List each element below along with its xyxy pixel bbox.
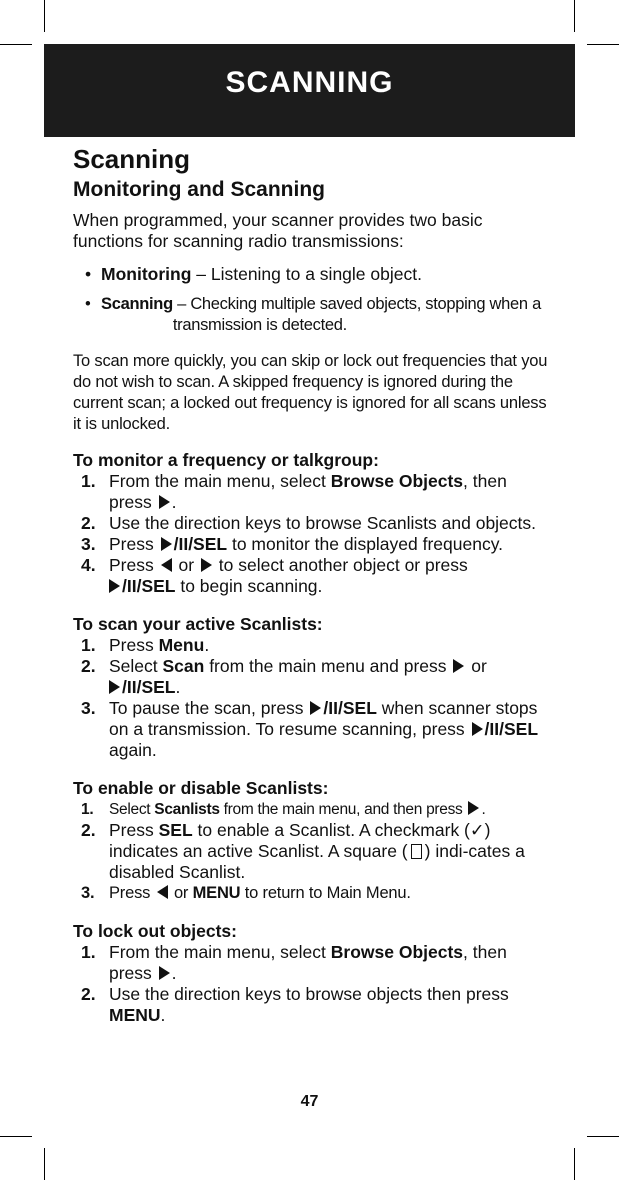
lock-section-title: To lock out objects: [73,921,237,941]
monitor-section-title: To monitor a frequency or talkgroup: [73,450,379,470]
section-subtitle: Monitoring and Scanning [73,178,325,201]
crop-mark [0,1136,32,1137]
right-arrow-icon [161,537,172,551]
crop-mark [574,0,575,32]
left-arrow-icon [161,558,172,572]
list-item: 2. Press SEL to enable a Scanlist. A checkmark (✓) indicates an active Scanlist. A square ( ) indi-cates a disabled Scanlist. [81,820,525,882]
list-item: 1. From the main menu, select Browse Objects, then press . [81,471,507,512]
crop-mark [574,1148,575,1180]
right-arrow-icon [109,579,120,593]
page-title: Scanning [73,144,191,174]
chapter-header [44,44,575,137]
right-arrow-icon [472,722,483,736]
list-item: 3. Press /II/SEL to monitor the displayed frequency. [81,534,504,554]
crop-mark [587,44,619,45]
list-item: 2. Use the direction keys to browse Scanlists and objects. [81,513,537,533]
lock-steps [73,942,553,1026]
list-item: • Scanning – Checking multiple saved objects, stopping when a transmission is detected. [85,295,546,334]
list-item: 1. From the main menu, select Browse Objects, then press . [81,942,507,983]
skip-lockout-paragraph: To scan more quickly, you can skip or lock out frequencies that you do not wish to scan. A skipped frequency is ignored during the current scan; a locked out frequency is ignored for all scans unless it is unlocked. [73,352,548,433]
enable-steps [73,799,553,904]
right-arrow-icon [453,659,464,673]
function-list [73,264,553,336]
right-arrow-icon [109,680,120,694]
monitor-steps [73,471,553,597]
right-arrow-icon [159,495,170,509]
right-arrow-icon [159,966,170,980]
page-number: 47 [300,1093,319,1110]
list-item: 3. To pause the scan, press /II/SEL when scanner stops on a transmission. To resume scanning, press /II/SEL again. [81,698,539,760]
square-icon [411,844,422,859]
right-arrow-icon [310,701,321,715]
crop-mark [0,44,32,45]
list-item: • Monitoring – Listening to a single object. [85,264,422,284]
list-item: 1. Select Scanlists from the main menu, and then press . [81,801,486,818]
left-arrow-icon [157,885,168,899]
page-content [73,142,553,1026]
crop-mark [44,0,45,32]
scan-steps [73,635,553,761]
list-item: 3. Press or MENU to return to Main Menu. [81,884,411,902]
list-item: 1. Press Menu. [81,635,210,655]
checkmark-icon: ✓ [469,820,485,840]
enable-section-title: To enable or disable Scanlists: [73,778,329,798]
list-item: 4. Press or to select another object or press /II/SEL to begin scanning. [81,555,468,596]
intro-paragraph: When programmed, your scanner provides two basic functions for scanning radio transmissions: [73,210,483,251]
right-arrow-icon [201,558,212,572]
list-item: 2. Use the direction keys to browse objects then press MENU. [81,984,509,1025]
crop-mark [587,1136,619,1137]
chapter-title: SCANNING [225,66,394,99]
scan-section-title: To scan your active Scanlists: [73,614,323,634]
list-item: 2. Select Scan from the main menu and press or /II/SEL. [81,656,487,697]
right-arrow-icon [468,801,479,815]
crop-mark [44,1148,45,1180]
